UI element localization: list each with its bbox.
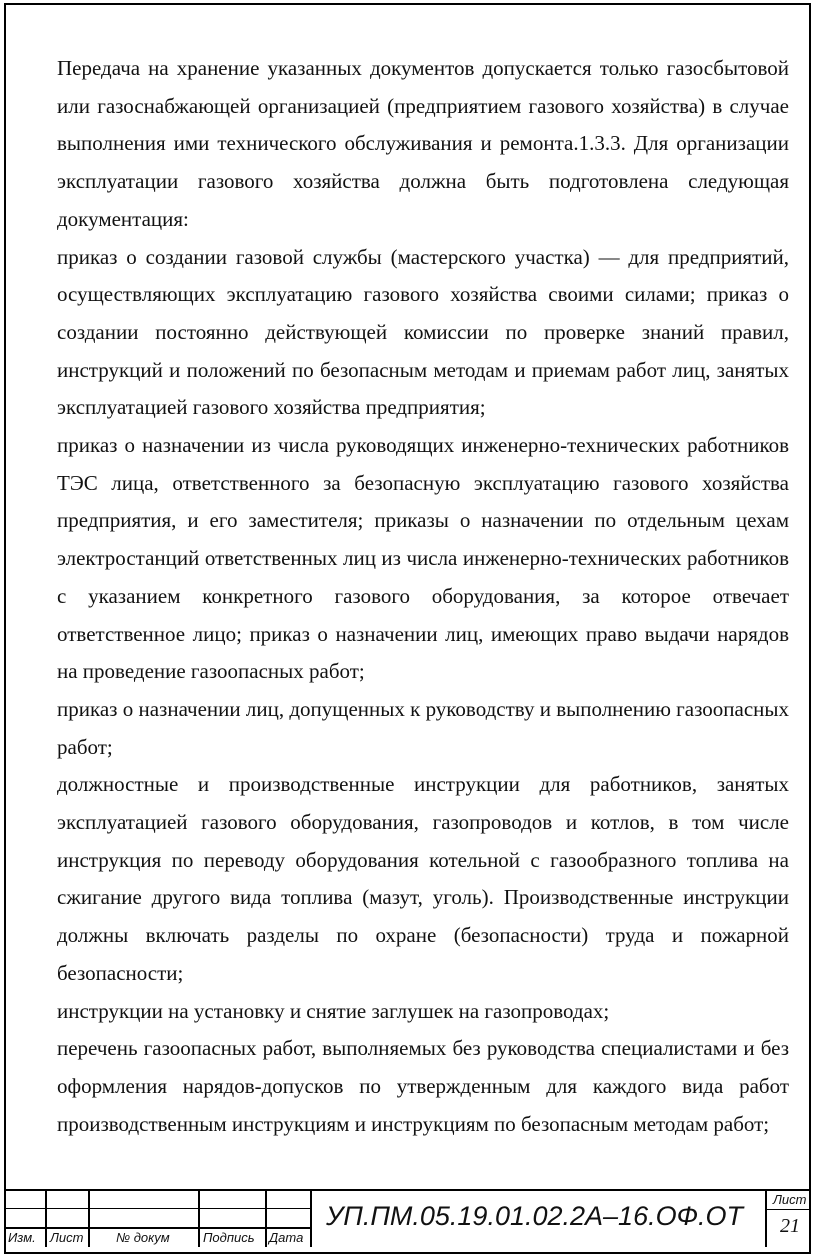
paragraph: Передача на хранение указанных документов допускается только газосбытовой или газоснабжающей организацией (предприятием газового хозяйства) в случае выполнения ими технического обслуживания и ремонта.1.3.3. Для организации эксплуатации газового хозяйства должна быть подготовлена следующая документация: [57, 56, 789, 231]
paragraph: инструкции на установку и снятие заглушек на газопроводах; [57, 998, 610, 1023]
document-code: УП.ПМ.05.19.01.02.2А–16.ОФ.ОТ [326, 1201, 744, 1231]
col-label-signature: Подпись [203, 1230, 255, 1245]
stamp-col-line [765, 1189, 767, 1247]
stamp-col-line [45, 1189, 47, 1247]
col-label-izm: Изм. [8, 1230, 36, 1245]
paragraph: приказ о назначении лиц, допущенных к руководству и выполнению газоопасных работ; [57, 696, 789, 759]
sheet-label: Лист [773, 1192, 807, 1207]
stamp-col-line [265, 1189, 267, 1247]
stamp-col-line [198, 1189, 200, 1247]
document-body [57, 50, 789, 1143]
title-block [0, 1189, 807, 1247]
col-label-date: Дата [269, 1230, 304, 1245]
col-label-doc-number: № докум [116, 1230, 170, 1245]
stamp-col-line [88, 1189, 90, 1247]
paragraph: приказ о создании газовой службы (мастерского участка) — для предприятий, осуществляющих эксплуатацию газового хозяйства своими силами; приказ о создании постоянно действующей комиссии по проверке знаний правил, инструкций и положений по безопасным методам и приемам работ лиц, занятых эксплуатацией газового хозяйства предприятия; [57, 244, 789, 420]
stamp-col-line [310, 1189, 312, 1247]
paragraph: перечень газоопасных работ, выполняемых без руководства специалистами и без оформления нарядов-допусков по утвержденным для каждого вида работ производственным инструкциям и инструкциям по безопасным методам работ; [57, 1036, 789, 1136]
sheet-number: 21 [780, 1215, 800, 1237]
paragraph: должностные и производственные инструкции для работников, занятых эксплуатацией газового оборудования, газопроводов и котлов, в том числе инструкция по переводу оборудования котельной с газообразного топлива на сжигание другого вида топлива (мазут, уголь). Производственные инструкции должны включать разделы по охране (безопасности) труда и пожарной безопасности; [57, 772, 789, 985]
stamp-sheet-line [765, 1209, 809, 1210]
col-label-list: Лист [50, 1230, 84, 1245]
paragraph: приказ о назначении из числа руководящих инженерно-технических работников ТЭС лица, ответственного за безопасную эксплуатацию газового хозяйства предприятия, и его заместителя; приказы о назначении по отдельным цехам электростанций ответственных лиц из числа инженерно-технических работников с указанием конкретного газового оборудования, за которое отвечает ответственное лицо; приказ о назначении лиц, имеющих право выдачи нарядов на проведение газоопасных работ; [57, 433, 789, 684]
stamp-top-border [4, 1189, 809, 1191]
